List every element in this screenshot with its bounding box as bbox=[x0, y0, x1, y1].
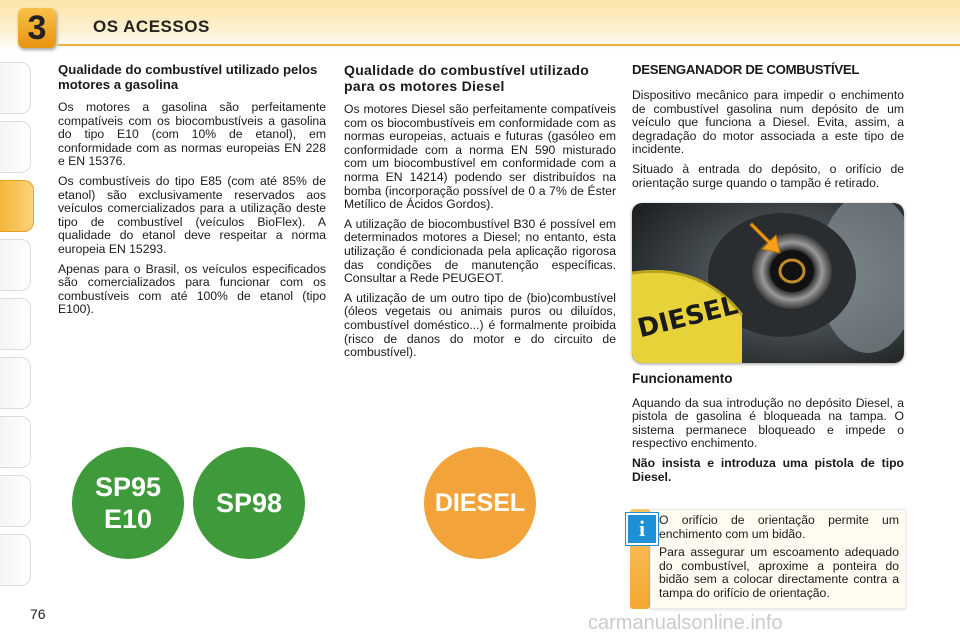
side-tab-4[interactable] bbox=[0, 239, 31, 291]
gasoline-heading: Qualidade do combustível utilizado pelos motores a gasolina bbox=[58, 62, 318, 92]
operation-warning: Não insista e introduza uma pistola de tipo Diesel. bbox=[632, 455, 904, 484]
page-title: OS ACESSOS bbox=[93, 17, 210, 36]
gasoline-paragraph: Apenas para o Brasil, os veículos especificados são comercializados para funcionar com os combustíveis com até 100% de etanol (tipo E100). bbox=[58, 261, 326, 317]
header-rule bbox=[58, 44, 960, 46]
side-tab-7[interactable] bbox=[0, 416, 31, 468]
operation-heading: Funcionamento bbox=[632, 371, 733, 386]
info-paragraph: Para assegurar um escoamento adequado do combustível, aproximе a ponteira do bidão sem a colocar directamente contra a tampa do orifício de orientação. bbox=[659, 545, 899, 600]
misfuel-heading: DESENGANADOR DE COMBUSTÍVEL bbox=[632, 62, 860, 77]
column-operation bbox=[632, 372, 904, 490]
watermark: carmanualsonline.info bbox=[588, 612, 783, 634]
column-diesel bbox=[344, 62, 616, 366]
info-icon: i bbox=[626, 513, 658, 545]
chapter-badge bbox=[18, 8, 56, 48]
sp98-label: SP98 bbox=[215, 487, 283, 518]
info-box bbox=[650, 509, 906, 609]
column-misfuel bbox=[632, 62, 904, 196]
side-tab-8[interactable] bbox=[0, 475, 31, 527]
diesel-paragraph: A utilização de um outro tipo de (bio)combustível (óleos vegetais ou animais puros ou diluídos, combustível doméstico...) é formalmente proibida (risco de danos do motor e do circuito de combustível). bbox=[344, 290, 616, 360]
fuel-filler-illustration bbox=[632, 203, 904, 363]
misfuel-paragraph: Dispositivo mecânico para impedir o enchimento de combustível gasolina num depósito de um veículo que funciona a Diesel. Evita, assim, a degradação do motor associada a este tipo de incidente. bbox=[632, 88, 904, 157]
diesel-badge bbox=[424, 447, 536, 559]
sp98-badge bbox=[193, 447, 305, 559]
misfuel-paragraph: Situado à entrada do depósito, o orifício de orientação surge quando o tampão é retirado. bbox=[632, 161, 904, 190]
diesel-heading: Qualidade do combustível utilizado para os motores Diesel bbox=[344, 62, 590, 94]
side-tab-3-active[interactable] bbox=[0, 180, 34, 232]
operation-paragraph: Aquando da sua introdução no depósito Diesel, a pistola de gasolina é bloqueada na tampa. O sistema permanece bloqueado e impede o respectivo enchimento. bbox=[632, 395, 904, 451]
side-tab-1[interactable] bbox=[0, 62, 31, 114]
side-tab-5[interactable] bbox=[0, 298, 31, 350]
info-paragraph: O orifício de orientação permite um enchimento com um bidão. bbox=[659, 513, 899, 541]
gasoline-paragraph: Os motores a gasolina são perfeitamente compatíveis com os biocombustíveis a gasolina do tipo E10 (com 10% de etanol), em conformidade com as normas europeias EN 228 e EN 15376. bbox=[58, 100, 326, 169]
diesel-paragraph: Os motores Diesel são perfeitamente compatíveis com os biocombustíveis em conformidade com as normas europeias, actuais e futuras (gasóleo em conformidade com a norma EN 590 misturado com um biocombustível em conformidade com a norma EN 14214) podendo ser distribuídos na bomba (incorporação possível de 0 a 7% de Éster Metílico de Ácidos Gordos). bbox=[344, 102, 616, 212]
photo-diesel-label: DIESEL bbox=[634, 290, 742, 345]
e10-label: E10 bbox=[103, 504, 153, 534]
side-tab-2[interactable] bbox=[0, 121, 31, 173]
column-gasoline bbox=[58, 62, 326, 323]
side-tab-6[interactable] bbox=[0, 357, 31, 409]
fuel-filler-photo bbox=[632, 203, 904, 363]
sp95-label: SP95 bbox=[94, 471, 162, 502]
side-tab-9[interactable] bbox=[0, 534, 31, 586]
chapter-number: 3 bbox=[27, 9, 47, 47]
diesel-label: DIESEL bbox=[434, 488, 526, 517]
sp95-e10-badge bbox=[72, 447, 184, 559]
diesel-paragraph: A utilização de biocombustível B30 é possível em determinados motores a Diesel; no entanto, esta utilização é condicionada pela aplicação rigorosa das condições de manutenção específicas. Consultar a Rede PEUGEOT. bbox=[344, 216, 616, 286]
page-number: 76 bbox=[30, 606, 46, 622]
gasoline-paragraph: Os combustíveis do tipo E85 (com até 85% de etanol) são exclusivamente reservados aos veículos comercializados para a utilização deste tipo de combustível (veículos BioFlex). A qualidade do etanol deve respeitar a norma europeia EN 15293. bbox=[58, 173, 326, 256]
